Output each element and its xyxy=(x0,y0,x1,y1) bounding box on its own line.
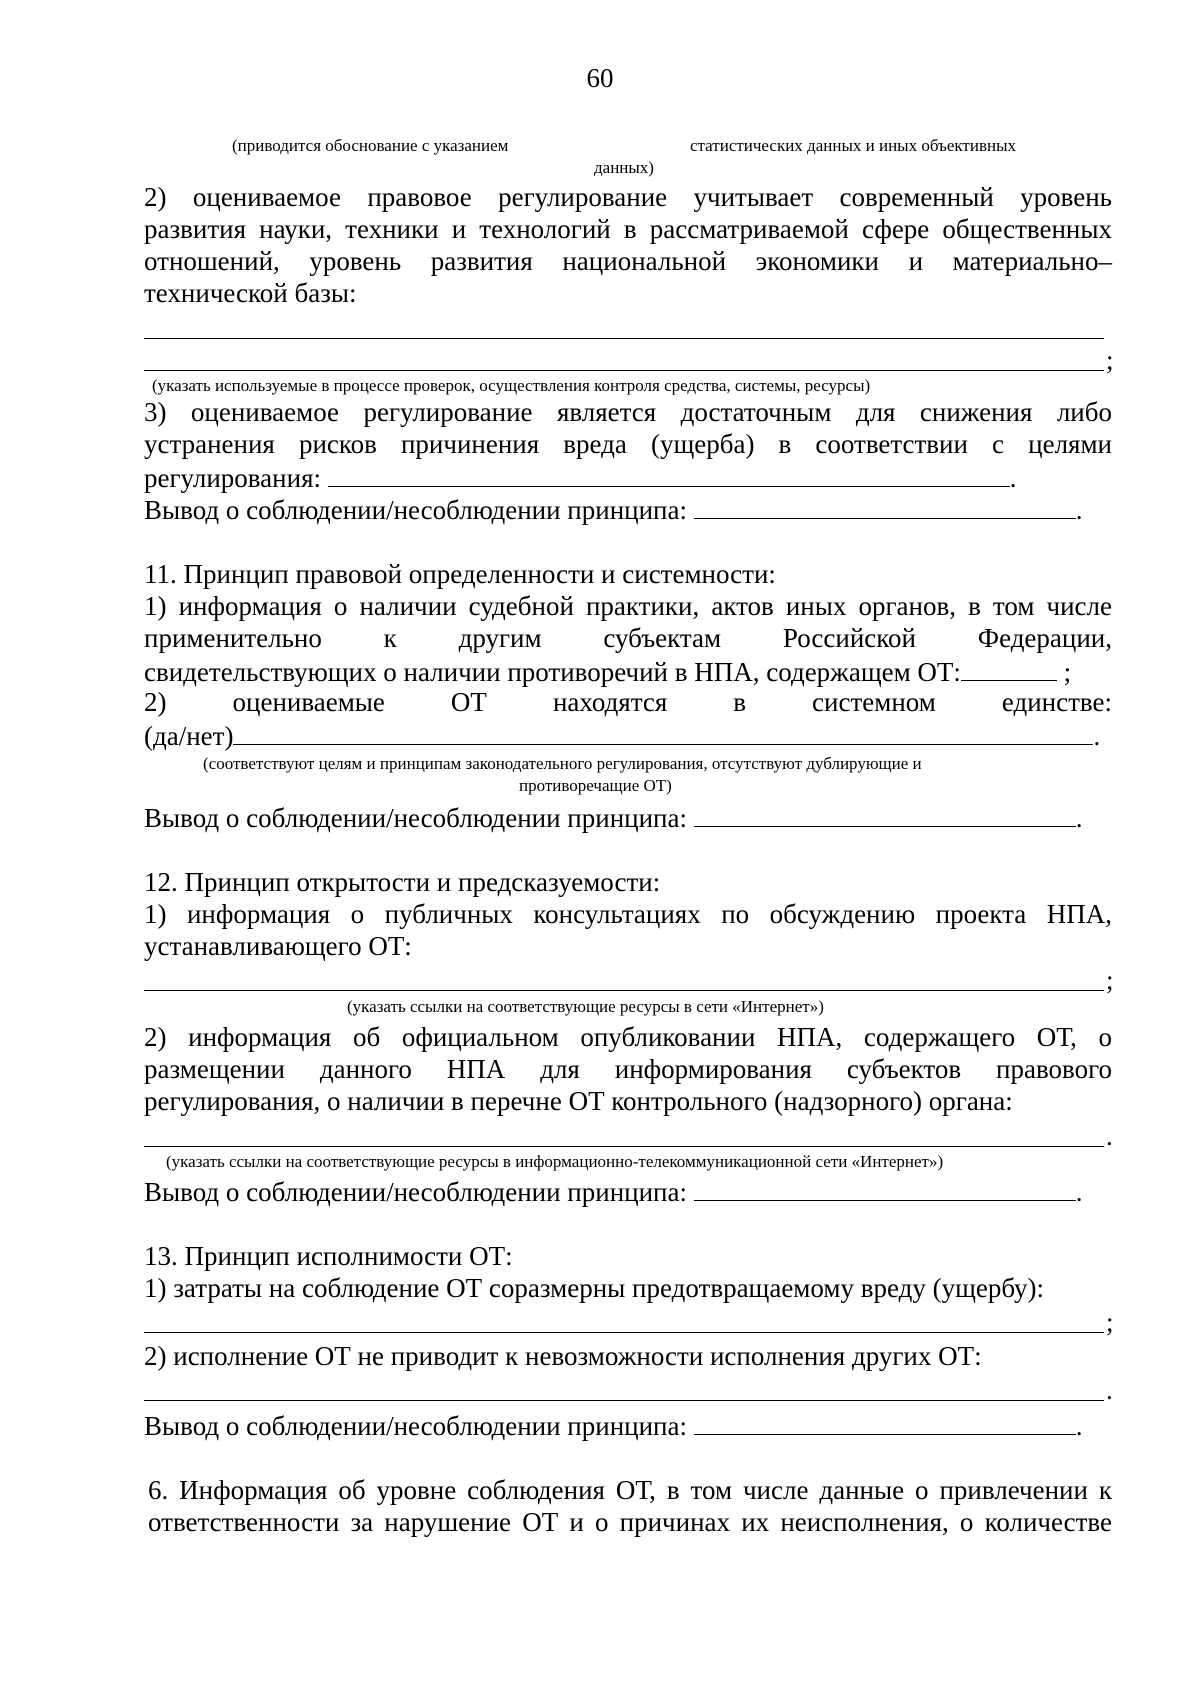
s11-item2-yesno-line xyxy=(144,718,1100,752)
semicolon: ; xyxy=(1106,1307,1114,1337)
period: . xyxy=(1075,1411,1083,1441)
caption-links-internet: (указать ссылки на соответствующие ресурсы в сети «Интернет») xyxy=(347,997,824,1016)
s11-item2-line: 2) оцениваемые ОТ находятся в системном единстве: xyxy=(144,687,1112,717)
s10-item3-line-2: устранения рисков причинения вреда (ущерба) в соответствии с целями xyxy=(144,429,1112,459)
answer-blank[interactable] xyxy=(328,460,1010,487)
s10-item2-line-4: технической базы: xyxy=(144,278,357,308)
yes-no-label: (да/нет) xyxy=(144,721,234,751)
caption-justification-middle: статистических данных и иных объективных xyxy=(690,136,1017,155)
answer-blank[interactable] xyxy=(961,654,1057,681)
s11-item1-text: свидетельствующих о наличии противоречий в НПА, содержащем ОТ: xyxy=(144,657,961,687)
s11-item1-line-2: применительно к другим субъектам Российской Федерации, xyxy=(144,623,1112,653)
caption-justification-start: (приводится обоснование с указанием xyxy=(232,136,509,155)
s10-item2-line-1: 2) оцениваемое правовое регулирование учитывает современный уровень xyxy=(144,182,1112,212)
caption-justification-end: данных) xyxy=(594,158,654,177)
caption-links-ict: (указать ссылки на соответствующие ресурсы в информационно-телекоммуникационной сети «Интернет») xyxy=(166,1152,944,1171)
period: . xyxy=(1106,1121,1113,1151)
answer-blank[interactable] xyxy=(233,718,1093,745)
period: . xyxy=(1106,1375,1113,1405)
period: . xyxy=(1075,495,1083,525)
answer-line[interactable] xyxy=(144,1146,1104,1147)
conclusion-line xyxy=(144,492,1083,526)
conclusion-label: Вывод о соблюдении/несоблюдении принципа: xyxy=(144,1411,687,1441)
answer-line[interactable] xyxy=(144,1332,1104,1333)
semicolon: ; xyxy=(1106,345,1114,375)
conclusion-line xyxy=(144,1174,1083,1208)
s6-para-line-1: 6. Информация об уровне соблюдения ОТ, в том числе данные о привлечении к xyxy=(148,1475,1112,1505)
s13-title: 13. Принцип исполнимости ОТ: xyxy=(144,1241,513,1271)
semicolon: ; xyxy=(1063,657,1072,687)
s10-item2-line-3: отношений, уровень развития национальной экономики и материально– xyxy=(144,246,1112,276)
s10-item3-line-1: 3) оцениваемое регулирование является достаточным для снижения либо xyxy=(144,397,1112,427)
conclusion-blank[interactable] xyxy=(694,1408,1076,1435)
s13-item1-line: 1) затраты на соблюдение ОТ соразмерны предотвращаемому вреду (ущербу): xyxy=(144,1273,1045,1303)
period: . xyxy=(1075,1177,1083,1207)
s10-item2-line-2: развития науки, техники и технологий в рассматриваемой сфере общественных xyxy=(144,214,1112,244)
s11-title: 11. Принцип правовой определенности и системности: xyxy=(144,559,776,589)
s12-title: 12. Принцип открытости и предсказуемости: xyxy=(144,867,661,897)
conclusion-label: Вывод о соблюдении/несоблюдении принципа: xyxy=(144,803,687,833)
answer-line[interactable] xyxy=(144,1400,1104,1401)
answer-line[interactable] xyxy=(144,338,1104,339)
s12-item1-line-1: 1) информация о публичных консультациях по обсуждению проекта НПА, xyxy=(144,899,1112,929)
s10-item3-line-3 xyxy=(144,460,1017,494)
conclusion-line xyxy=(144,800,1083,834)
s12-item1-line-2: устанавливающего ОТ: xyxy=(144,931,412,961)
s10-item3-text: регулирования: xyxy=(144,463,321,493)
conclusion-blank[interactable] xyxy=(694,1174,1076,1201)
s13-item2-line: 2) исполнение ОТ не приводит к невозможности исполнения других ОТ: xyxy=(144,1341,982,1371)
s12-item2-line-1: 2) информация об официальном опубликовании НПА, содержащего ОТ, о xyxy=(144,1022,1112,1052)
caption-system-end: противоречащие ОТ) xyxy=(519,776,672,795)
conclusion-blank[interactable] xyxy=(694,800,1076,827)
period: . xyxy=(1009,463,1017,493)
caption-means: (указать используемые в процессе проверок, осуществления контроля средства, системы, ресурсы) xyxy=(152,376,871,395)
answer-line[interactable] xyxy=(144,990,1104,991)
answer-line[interactable] xyxy=(144,370,1104,371)
conclusion-blank[interactable] xyxy=(694,492,1076,519)
s12-item2-line-2: размещении данного НПА для информирования субъектов правового xyxy=(144,1054,1112,1084)
s12-item2-line-3: регулирования, о наличии в перечне ОТ контрольного (надзорного) органа: xyxy=(144,1086,1013,1116)
conclusion-label: Вывод о соблюдении/несоблюдении принципа: xyxy=(144,1177,687,1207)
caption-system-start: (соответствуют целям и принципам законодательного регулирования, отсутствуют дублирующие и xyxy=(203,754,922,773)
conclusion-label: Вывод о соблюдении/несоблюдении принципа: xyxy=(144,495,687,525)
s11-item1-line-1: 1) информация о наличии судебной практики, актов иных органов, в том числе xyxy=(144,591,1112,621)
semicolon: ; xyxy=(1106,965,1114,995)
s11-item1-line-3 xyxy=(144,654,1071,688)
period: . xyxy=(1075,803,1083,833)
page-number: 60 xyxy=(586,63,614,93)
s6-para-line-2: ответственности за нарушение ОТ и о причинах их неисполнения, о количестве xyxy=(148,1507,1112,1537)
period: . xyxy=(1093,721,1101,751)
conclusion-line xyxy=(144,1408,1083,1442)
